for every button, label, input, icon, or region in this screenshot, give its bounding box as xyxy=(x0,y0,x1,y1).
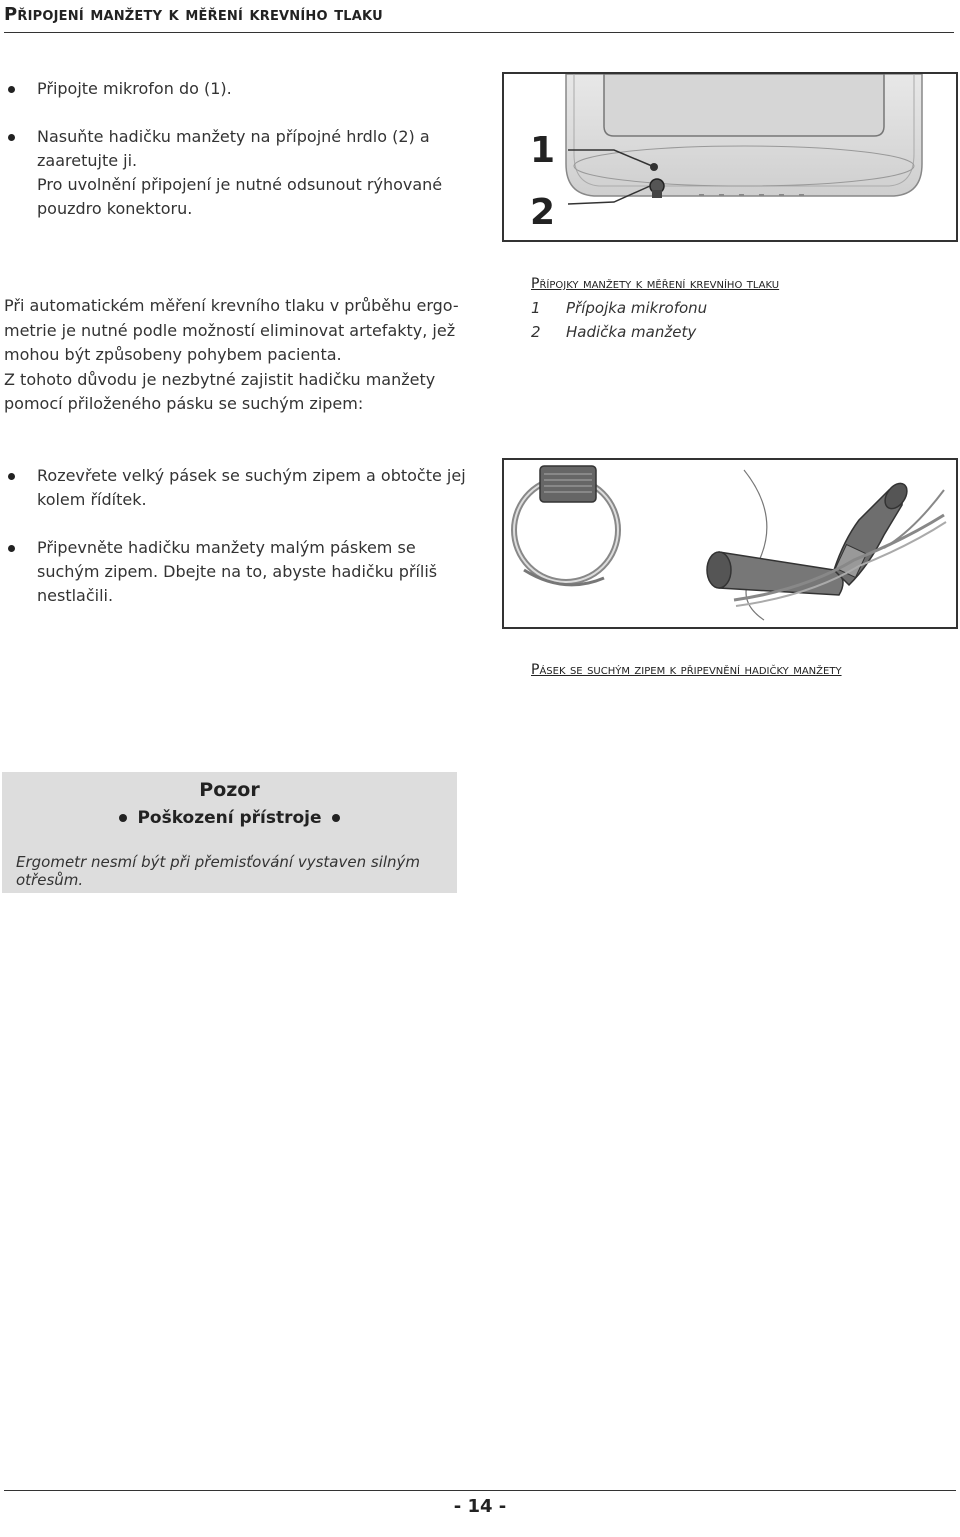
paragraph-line: metrie je nutné podle možností eliminovat artefakty, jež xyxy=(4,320,456,340)
footer-divider xyxy=(4,1490,956,1491)
step-text-line: Pro uvolnění připojení je nutné odsunout rýhované xyxy=(37,175,443,194)
step-bullet xyxy=(4,536,474,608)
bullet-dot-icon xyxy=(332,814,340,822)
step-bullet xyxy=(4,125,474,221)
paragraph-line: pomocí přiloženého pásku se suchým zipem: xyxy=(4,394,364,413)
warning-subtitle-row xyxy=(2,805,457,831)
step-text-line: pouzdro konektoru. xyxy=(37,199,193,218)
paragraph-line: mohou být způsobeny pohybem pacienta. xyxy=(4,345,342,364)
legend-number: 1 xyxy=(531,299,541,317)
legend-item xyxy=(531,320,951,344)
device-connectors-illustration xyxy=(504,74,956,240)
connection-steps-list xyxy=(4,77,474,221)
bullet-dot-icon xyxy=(119,814,127,822)
step-bullet xyxy=(4,77,474,101)
step-text-line: suchým zipem. Dbejte na to, abyste hadičku příliš xyxy=(37,562,438,581)
step-text-line: kolem řídítek. xyxy=(37,490,147,509)
figure-caption xyxy=(531,272,951,344)
page-heading: Připojení manžety k měření krevního tlaku xyxy=(4,0,954,33)
legend-number: 2 xyxy=(531,323,541,341)
warning-box xyxy=(2,772,457,893)
legend-item xyxy=(531,296,951,320)
step-text-line: zaaretujte ji. xyxy=(37,151,138,170)
warning-subtitle: Poškození přístroje xyxy=(137,808,322,828)
page-number: - 14 - xyxy=(453,1496,507,1517)
step-text-line: Připevněte hadičku manžety malým páskem se xyxy=(37,538,416,557)
strap-figure-caption: Pásek se suchým zipem k připevnění hadičky manžety xyxy=(531,662,842,678)
legend-text: Hadička manžety xyxy=(566,323,697,341)
instruction-paragraph xyxy=(4,294,484,417)
warning-text: Ergometr nesmí být při přemisťování vystaven silným otřesům. xyxy=(16,853,421,889)
warning-title: Pozor xyxy=(199,779,260,801)
step-bullet xyxy=(4,464,474,512)
strap-steps-list xyxy=(4,464,474,608)
step-text-line: Nasuňte hadičku manžety na přípojné hrdlo (2) a xyxy=(37,127,430,146)
step-text-line: Připojte mikrofon do (1). xyxy=(37,79,232,98)
legend-text: Přípojka mikrofonu xyxy=(566,299,708,317)
paragraph-line: Z tohoto důvodu je nezbytné zajistit hadičku manžety xyxy=(4,369,436,389)
figure-label-1: 1 xyxy=(530,130,556,171)
figure-caption-title: Přípojky manžety k měření krevního tlaku xyxy=(531,276,780,292)
velcro-strap-figure xyxy=(502,458,958,629)
paragraph-line: Při automatickém měření krevního tlaku v průběhu ergo- xyxy=(4,296,459,315)
step-text-line: Rozevřete velký pásek se suchým zipem a obtočte jej xyxy=(37,466,466,485)
step-text-line: nestlačili. xyxy=(37,586,114,605)
figure-label-2: 2 xyxy=(530,192,556,233)
connector-figure xyxy=(502,72,958,242)
velcro-strap-illustration xyxy=(504,460,956,627)
